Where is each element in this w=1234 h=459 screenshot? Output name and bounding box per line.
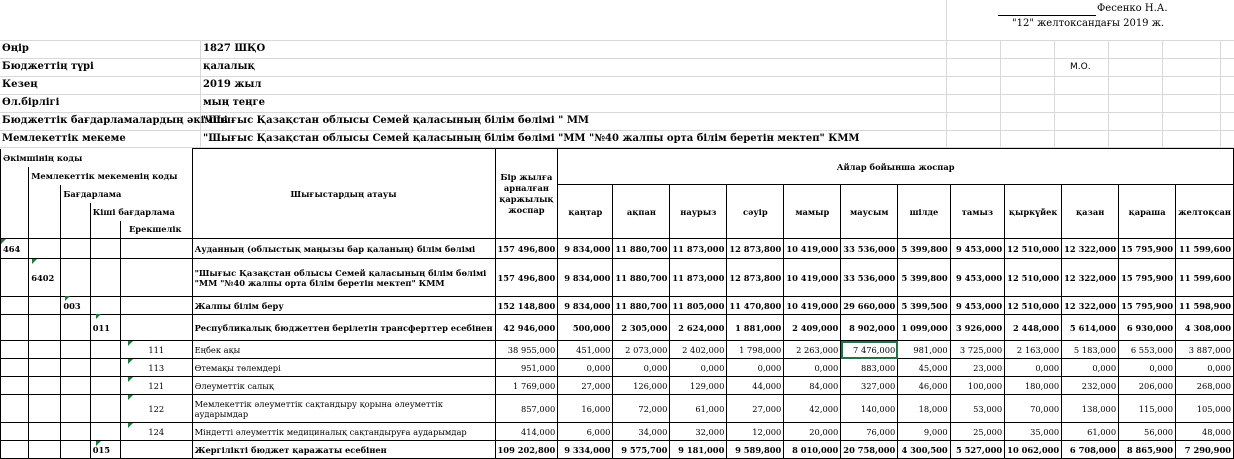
table-row xyxy=(1,341,1234,359)
code-akim-cell[interactable] xyxy=(1,297,29,315)
code-institution-cell[interactable] xyxy=(29,441,61,459)
month-may: мамыр xyxy=(784,185,841,239)
month-dec-cell[interactable]: 0,000 xyxy=(1176,359,1234,377)
month-sep-cell[interactable]: 2 448,000 xyxy=(1005,315,1062,341)
month-sep-cell[interactable]: 70,000 xyxy=(1005,395,1062,423)
month-apr-cell[interactable]: 1 881,000 xyxy=(727,315,784,341)
month-aug-cell[interactable]: 5 527,000 xyxy=(950,441,1004,459)
month-nov-cell[interactable]: 6 930,000 xyxy=(1119,315,1176,341)
comment-indicator xyxy=(32,259,37,264)
annual-total-cell[interactable]: 42 946,000 xyxy=(495,315,558,341)
month-oct-cell[interactable]: 6 708,000 xyxy=(1062,441,1119,459)
month-aug: тамыз xyxy=(950,185,1004,239)
code-institution-cell[interactable]: 6402 xyxy=(29,259,61,297)
month-apr-cell[interactable]: 1 798,000 xyxy=(727,341,784,359)
month-oct-cell[interactable]: 12 322,000 xyxy=(1062,259,1119,297)
code-subprogram-cell[interactable] xyxy=(90,341,120,359)
month-mar: наурыз xyxy=(670,185,727,239)
month-jan-cell[interactable]: 9 834,000 xyxy=(558,259,613,297)
month-may-cell[interactable]: 42,000 xyxy=(784,395,841,423)
table-row xyxy=(1,239,1234,259)
code-subprogram-cell[interactable]: 011 xyxy=(90,315,120,341)
comment-indicator xyxy=(128,341,133,346)
month-apr-cell[interactable]: 11 470,800 xyxy=(727,297,784,315)
month-aug-cell[interactable]: 3 725,000 xyxy=(950,341,1004,359)
month-jan-cell[interactable]: 9 334,000 xyxy=(558,441,613,459)
month-oct-cell[interactable]: 5 183,000 xyxy=(1062,341,1119,359)
code-program-cell[interactable]: 003 xyxy=(61,297,90,315)
expense-name-cell[interactable]: Ауданның (облыстық маңызы бар қаланың) білім бөлімі xyxy=(192,239,495,259)
header-expense-name: Шығыстардың атауы xyxy=(192,149,495,239)
month-jan-cell[interactable]: 9 834,000 xyxy=(558,239,613,259)
month-jun: маусым xyxy=(841,185,898,239)
month-feb-cell[interactable]: 72,000 xyxy=(613,395,670,423)
month-feb: ақпан xyxy=(613,185,670,239)
header-specific: Ерекшелік xyxy=(120,221,192,239)
code-institution-cell[interactable] xyxy=(29,395,61,423)
month-jul-cell[interactable]: 46,000 xyxy=(898,377,950,395)
month-apr-cell[interactable]: 27,000 xyxy=(727,395,784,423)
stamp-placeholder: М.О. xyxy=(1070,62,1091,72)
comment-indicator xyxy=(96,314,101,319)
month-sep-cell[interactable]: 12 510,000 xyxy=(1005,239,1062,259)
month-nov-cell[interactable]: 115,000 xyxy=(1119,395,1176,423)
month-sep-cell[interactable]: 10 062,000 xyxy=(1005,441,1062,459)
expense-name-cell[interactable]: Жергілікті бюджет қаражаты есебінен xyxy=(192,441,495,459)
month-may-cell[interactable]: 84,000 xyxy=(784,377,841,395)
month-may-cell[interactable]: 0,000 xyxy=(784,359,841,377)
month-nov: қараша xyxy=(1119,185,1176,239)
month-apr-cell[interactable]: 12,000 xyxy=(727,423,784,441)
code-institution-cell[interactable] xyxy=(29,423,61,441)
month-mar-cell[interactable]: 9 181,000 xyxy=(670,441,727,459)
info-value-period: 2019 жыл xyxy=(203,79,262,90)
table-row xyxy=(1,297,1234,315)
month-jan-cell[interactable]: 16,000 xyxy=(558,395,613,423)
code-program-cell[interactable] xyxy=(61,377,90,395)
expense-name-cell[interactable]: Жалпы білім беру xyxy=(192,297,495,315)
code-specific-cell[interactable] xyxy=(120,315,192,341)
code-akim-cell[interactable] xyxy=(1,359,29,377)
expense-name-cell[interactable]: Міндетті әлеуметтік медициналық сақтандыруға аударымдар xyxy=(192,423,495,441)
comment-indicator xyxy=(96,441,101,446)
info-label-institution: Мемлекеттік мекеме xyxy=(2,133,126,144)
code-subprogram-cell[interactable]: 015 xyxy=(90,441,120,459)
month-nov-cell[interactable]: 206,000 xyxy=(1119,377,1176,395)
month-mar-cell[interactable]: 11 873,000 xyxy=(670,259,727,297)
code-institution-cell[interactable] xyxy=(29,239,61,259)
month-jul-cell[interactable]: 5 399,800 xyxy=(898,239,950,259)
month-feb-cell[interactable]: 2 305,000 xyxy=(613,315,670,341)
code-specific-cell[interactable] xyxy=(120,441,192,459)
budget-plan-table xyxy=(0,148,1234,459)
code-subprogram-cell[interactable] xyxy=(90,259,120,297)
info-value-region: 1827 ШҚО xyxy=(203,43,266,54)
annual-total-cell[interactable]: 857,000 xyxy=(495,395,558,423)
code-institution-cell[interactable] xyxy=(29,315,61,341)
annual-total-cell[interactable]: 157 496,800 xyxy=(495,259,558,297)
table-row xyxy=(1,359,1234,377)
expense-name-cell[interactable]: Әлеуметтік салық xyxy=(192,377,495,395)
month-mar-cell[interactable]: 129,000 xyxy=(670,377,727,395)
month-aug-cell[interactable]: 3 926,000 xyxy=(950,315,1004,341)
info-label-administrator: Бюджеттік бағдарламалардың әкімші xyxy=(2,115,228,126)
month-oct-cell[interactable]: 5 614,000 xyxy=(1062,315,1119,341)
comment-indicator xyxy=(128,395,133,400)
code-institution-cell[interactable] xyxy=(29,341,61,359)
month-dec-cell[interactable]: 3 887,000 xyxy=(1176,341,1234,359)
month-dec-cell[interactable]: 4 308,000 xyxy=(1176,315,1234,341)
month-jan-cell[interactable]: 500,000 xyxy=(558,315,613,341)
code-subprogram-cell[interactable] xyxy=(90,395,120,423)
code-program-cell[interactable] xyxy=(61,423,90,441)
month-aug-cell[interactable]: 23,000 xyxy=(950,359,1004,377)
month-oct-cell[interactable]: 61,000 xyxy=(1062,423,1119,441)
month-feb-cell[interactable]: 126,000 xyxy=(613,377,670,395)
info-value-unit: мың теңге xyxy=(203,97,266,108)
code-subprogram-cell[interactable] xyxy=(90,297,120,315)
header-subprogram: Кіші бағдарлама xyxy=(92,206,175,217)
comment-indicator xyxy=(65,296,70,301)
month-dec-cell[interactable]: 11 598,900 xyxy=(1176,297,1234,315)
month-jun-cell[interactable]: 883,000 xyxy=(841,359,898,377)
month-may-cell[interactable]: 10 419,000 xyxy=(784,297,841,315)
info-label-budget-type: Бюджеттің түрі xyxy=(2,61,94,72)
month-mar-cell[interactable]: 0,000 xyxy=(670,359,727,377)
month-apr-cell[interactable]: 0,000 xyxy=(727,359,784,377)
expense-name-cell[interactable]: Өтемақы төлемдері xyxy=(192,359,495,377)
month-oct-cell[interactable]: 12 322,000 xyxy=(1062,239,1119,259)
comment-indicator xyxy=(128,359,133,364)
month-jan-cell[interactable]: 6,000 xyxy=(558,423,613,441)
month-dec-cell[interactable]: 7 290,900 xyxy=(1176,441,1234,459)
month-feb-cell[interactable]: 11 880,700 xyxy=(613,259,670,297)
info-label-region: Өңір xyxy=(2,43,29,54)
header-row xyxy=(1,149,1234,167)
code-specific-cell[interactable]: 122 xyxy=(120,395,192,423)
month-jul-cell[interactable]: 45,000 xyxy=(898,359,950,377)
expense-name-cell[interactable]: "Шығыс Қазақстан облысы Семей қаласының білім бөлімі "ММ "№40 жалпы орта білім беретін мектеп" КММ xyxy=(192,259,495,297)
signature-line xyxy=(998,4,1096,16)
info-value-budget-type: қалалық xyxy=(203,61,255,72)
month-aug-cell[interactable]: 25,000 xyxy=(950,423,1004,441)
month-dec-cell[interactable]: 268,000 xyxy=(1176,377,1234,395)
annual-total-cell[interactable]: 1 769,000 xyxy=(495,377,558,395)
table-row xyxy=(1,377,1234,395)
month-may-cell[interactable]: 10 419,000 xyxy=(784,259,841,297)
code-specific-cell[interactable]: 121 xyxy=(120,377,192,395)
code-subprogram-cell[interactable] xyxy=(90,423,120,441)
table-row xyxy=(1,441,1234,459)
month-mar-cell[interactable]: 11 873,000 xyxy=(670,239,727,259)
comment-indicator xyxy=(1,239,6,244)
month-dec: желтоқсан xyxy=(1176,185,1234,239)
table-row xyxy=(1,423,1234,441)
month-aug-cell[interactable]: 9 453,000 xyxy=(950,297,1004,315)
month-jan: қаңтар xyxy=(558,185,613,239)
month-oct-cell[interactable]: 232,000 xyxy=(1062,377,1119,395)
month-sep-cell[interactable]: 12 510,000 xyxy=(1005,259,1062,297)
month-mar-cell[interactable]: 61,000 xyxy=(670,395,727,423)
code-specific-cell[interactable] xyxy=(120,239,192,259)
month-sep-cell[interactable]: 2 163,000 xyxy=(1005,341,1062,359)
month-sep-cell[interactable]: 0,000 xyxy=(1005,359,1062,377)
code-akim-cell[interactable] xyxy=(1,377,29,395)
code-akim-cell[interactable] xyxy=(1,341,29,359)
month-jul-cell[interactable]: 9,000 xyxy=(898,423,950,441)
month-dec-cell[interactable]: 11 599,600 xyxy=(1176,259,1234,297)
comment-indicator xyxy=(128,423,133,428)
month-apr-cell[interactable]: 9 589,800 xyxy=(727,441,784,459)
month-sep: қыркүйек xyxy=(1005,185,1062,239)
code-akim-cell[interactable] xyxy=(1,441,29,459)
month-nov-cell[interactable]: 8 865,900 xyxy=(1119,441,1176,459)
month-apr-cell[interactable]: 12 873,800 xyxy=(727,259,784,297)
month-nov-cell[interactable]: 6 553,000 xyxy=(1119,341,1176,359)
info-value-institution: "Шығыс Қазақстан облысы Семей қаласының білім бөлімі "ММ "№40 жалпы орта білім беретін мектеп" КММ xyxy=(203,133,860,144)
info-label-period: Кезең xyxy=(2,79,38,90)
code-specific-cell[interactable]: 124 xyxy=(120,423,192,441)
month-mar-cell[interactable]: 2 624,000 xyxy=(670,315,727,341)
header-akim-code: Әкімшінің коды xyxy=(1,149,193,167)
month-apr-cell[interactable]: 12 873,800 xyxy=(727,239,784,259)
month-nov-cell[interactable]: 0,000 xyxy=(1119,359,1176,377)
code-akim-cell[interactable] xyxy=(1,259,29,297)
code-akim-cell[interactable] xyxy=(1,315,29,341)
month-may-cell[interactable]: 20,000 xyxy=(784,423,841,441)
month-aug-cell[interactable]: 53,000 xyxy=(950,395,1004,423)
month-jun-cell[interactable]: 327,000 xyxy=(841,377,898,395)
month-jul-cell[interactable]: 981,000 xyxy=(898,341,950,359)
month-dec-cell[interactable]: 48,000 xyxy=(1176,423,1234,441)
month-may-cell[interactable]: 2 409,000 xyxy=(784,315,841,341)
month-dec-cell[interactable]: 11 599,600 xyxy=(1176,239,1234,259)
month-jun-cell[interactable]: 8 902,000 xyxy=(841,315,898,341)
month-oct: қазан xyxy=(1062,185,1119,239)
code-institution-cell[interactable] xyxy=(29,297,61,315)
code-subprogram-cell[interactable] xyxy=(90,239,120,259)
code-program-cell[interactable] xyxy=(61,239,90,259)
month-jun-cell[interactable]: 33 536,000 xyxy=(841,239,898,259)
month-nov-cell[interactable]: 15 795,900 xyxy=(1119,297,1176,315)
month-sep-cell[interactable]: 35,000 xyxy=(1005,423,1062,441)
month-dec-cell[interactable]: 105,000 xyxy=(1176,395,1234,423)
annual-total-cell[interactable]: 414,000 xyxy=(495,423,558,441)
month-nov-cell[interactable]: 15 795,900 xyxy=(1119,239,1176,259)
month-jun-cell[interactable]: 7 476,000 xyxy=(841,341,898,359)
table-row xyxy=(1,315,1234,341)
month-jun-cell[interactable]: 76,000 xyxy=(841,423,898,441)
month-jul: шілде xyxy=(898,185,950,239)
month-may-cell[interactable]: 10 419,000 xyxy=(784,239,841,259)
month-jan-cell[interactable]: 27,000 xyxy=(558,377,613,395)
annual-total-cell[interactable]: 157 496,800 xyxy=(495,239,558,259)
expense-name-cell[interactable]: Еңбек ақы xyxy=(192,341,495,359)
month-jan-cell[interactable]: 9 834,000 xyxy=(558,297,613,315)
info-value-administrator: "Шығыс Қазақстан облысы Семей қаласының білім бөлімі " ММ xyxy=(203,115,589,126)
code-specific-cell[interactable] xyxy=(120,259,192,297)
code-subprogram-cell[interactable] xyxy=(90,359,120,377)
month-aug-cell[interactable]: 100,000 xyxy=(950,377,1004,395)
code-program-cell[interactable] xyxy=(61,359,90,377)
month-jul-cell[interactable]: 5 399,800 xyxy=(898,259,950,297)
month-sep-cell[interactable]: 12 510,000 xyxy=(1005,297,1062,315)
month-jul-cell[interactable]: 1 099,000 xyxy=(898,315,950,341)
table-row xyxy=(1,259,1234,297)
month-apr-cell[interactable]: 44,000 xyxy=(727,377,784,395)
month-sep-cell[interactable]: 180,000 xyxy=(1005,377,1062,395)
signature-date: "12" желтоксандағы 2019 ж. xyxy=(1012,18,1165,29)
month-nov-cell[interactable]: 56,000 xyxy=(1119,423,1176,441)
code-subprogram-cell[interactable] xyxy=(90,377,120,395)
code-institution-cell[interactable] xyxy=(29,377,61,395)
month-apr: сәуір xyxy=(727,185,784,239)
code-program-cell[interactable] xyxy=(61,395,90,423)
signer-name: Фесенко Н.А. xyxy=(1097,3,1168,14)
month-jul-cell[interactable]: 4 300,500 xyxy=(898,441,950,459)
month-feb-cell[interactable]: 11 880,700 xyxy=(613,239,670,259)
month-mar-cell[interactable]: 32,000 xyxy=(670,423,727,441)
expense-name-cell[interactable]: Республикалық бюджеттен берілетін трансферттер есебінен xyxy=(192,315,495,341)
month-nov-cell[interactable]: 15 795,900 xyxy=(1119,259,1176,297)
header-inst-code: Мемлекеттік мекеменің коды xyxy=(31,170,178,181)
code-program-cell[interactable] xyxy=(61,441,90,459)
month-feb-cell[interactable]: 11 880,700 xyxy=(613,297,670,315)
month-jul-cell[interactable]: 5 399,500 xyxy=(898,297,950,315)
code-program-cell[interactable] xyxy=(61,341,90,359)
month-jun-cell[interactable]: 20 758,000 xyxy=(841,441,898,459)
month-feb-cell[interactable]: 9 575,700 xyxy=(613,441,670,459)
expense-name-cell[interactable]: Мемлекеттік әлеуметтік сақтандыру қорына әлеуметтік аударымдар xyxy=(192,395,495,423)
month-jun-cell[interactable]: 140,000 xyxy=(841,395,898,423)
code-specific-cell[interactable]: 113 xyxy=(120,359,192,377)
annual-total-cell[interactable]: 109 202,800 xyxy=(495,441,558,459)
month-aug-cell[interactable]: 9 453,000 xyxy=(950,239,1004,259)
month-jan-cell[interactable]: 0,000 xyxy=(558,359,613,377)
month-oct-cell[interactable]: 12 322,000 xyxy=(1062,297,1119,315)
code-akim-cell[interactable] xyxy=(1,423,29,441)
month-jun-cell[interactable]: 29 660,000 xyxy=(841,297,898,315)
code-program-cell[interactable] xyxy=(61,315,90,341)
month-jan-cell[interactable]: 451,000 xyxy=(558,341,613,359)
month-feb-cell[interactable]: 0,000 xyxy=(613,359,670,377)
header-monthly: Айлар бойынша жоспар xyxy=(558,149,1234,185)
code-akim-cell[interactable] xyxy=(1,395,29,423)
comment-indicator xyxy=(128,377,133,382)
month-jul-cell[interactable]: 18,000 xyxy=(898,395,950,423)
month-feb-cell[interactable]: 34,000 xyxy=(613,423,670,441)
month-feb-cell[interactable]: 2 073,000 xyxy=(613,341,670,359)
code-specific-cell[interactable]: 111 xyxy=(120,341,192,359)
annual-total-cell[interactable]: 951,000 xyxy=(495,359,558,377)
table-row xyxy=(1,395,1234,423)
header-program: Бағдарлама xyxy=(63,188,122,199)
code-akim-cell[interactable]: 464 xyxy=(1,239,29,259)
month-mar-cell[interactable]: 2 402,000 xyxy=(670,341,727,359)
code-institution-cell[interactable] xyxy=(29,359,61,377)
month-may-cell[interactable]: 2 263,000 xyxy=(784,341,841,359)
code-specific-cell[interactable] xyxy=(120,297,192,315)
annual-total-cell[interactable]: 152 148,800 xyxy=(495,297,558,315)
info-label-unit: Өл.бірлігі xyxy=(2,97,60,108)
header-annual: Бір жылға арналған қаржылық жоспар xyxy=(495,149,558,239)
month-aug-cell[interactable]: 9 453,000 xyxy=(950,259,1004,297)
code-program-cell[interactable] xyxy=(61,259,90,297)
month-mar-cell[interactable]: 11 805,000 xyxy=(670,297,727,315)
month-oct-cell[interactable]: 0,000 xyxy=(1062,359,1119,377)
month-jun-cell[interactable]: 33 536,000 xyxy=(841,259,898,297)
month-oct-cell[interactable]: 138,000 xyxy=(1062,395,1119,423)
annual-total-cell[interactable]: 38 955,000 xyxy=(495,341,558,359)
month-may-cell[interactable]: 8 010,000 xyxy=(784,441,841,459)
